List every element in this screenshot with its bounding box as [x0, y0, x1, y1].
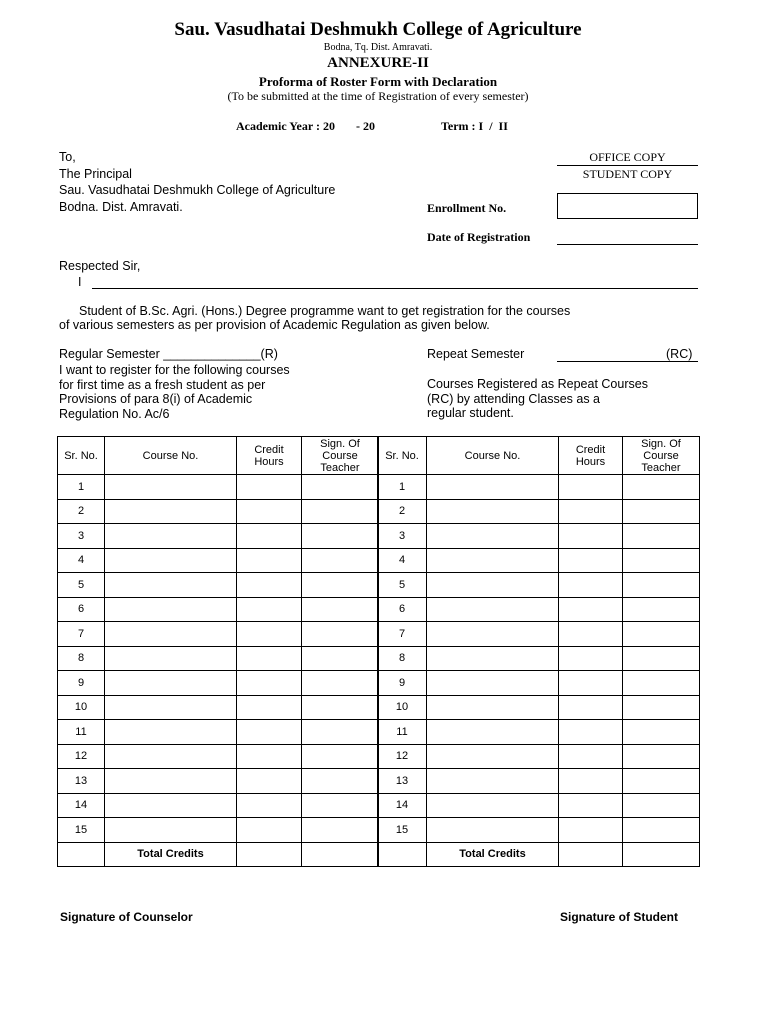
credit-header-line: Hours [254, 455, 284, 468]
total-sign-cell[interactable] [623, 842, 700, 867]
sign-teacher-cell[interactable] [302, 671, 379, 696]
sign-teacher-cell[interactable] [302, 597, 379, 622]
form-instruction: (To be submitted at the time of Registration of every semester) [227, 89, 529, 103]
course-no-cell[interactable] [427, 695, 559, 720]
repeat-description [427, 377, 648, 421]
credit-hours-cell[interactable] [237, 818, 302, 843]
repeat-courses-table [377, 436, 700, 867]
table-row [378, 695, 700, 720]
course-no-cell[interactable] [105, 818, 237, 843]
address-place: Bodna. Dist. Amravati. [59, 200, 183, 214]
form-title: Proforma of Roster Form with Declaration [258, 74, 498, 89]
repeat-desc-line: Courses Registered as Repeat Courses [427, 377, 648, 391]
table-row [58, 597, 379, 622]
sign-teacher-cell[interactable] [623, 646, 700, 671]
repeat-semester-suffix: (RC) [666, 347, 693, 361]
sign-teacher-cell[interactable] [302, 744, 379, 769]
credit-hours-cell[interactable] [559, 695, 623, 720]
sr-no-cell: 12 [378, 744, 427, 769]
counselor-signature-label: Signature of Counselor [60, 910, 193, 924]
pronoun-i: I [78, 275, 82, 289]
credit-hours-cell[interactable] [559, 744, 623, 769]
sr-no-cell: 15 [58, 818, 105, 843]
sign-header-line: Course [643, 449, 679, 462]
credit-hours-cell[interactable] [559, 769, 623, 794]
sr-no-cell: 11 [378, 720, 427, 745]
credit-hours-cell[interactable] [237, 769, 302, 794]
sr-no-cell: 14 [378, 793, 427, 818]
sr-no-cell: 9 [58, 671, 105, 696]
sr-no-cell: 7 [58, 622, 105, 647]
credit-hours-cell[interactable] [559, 622, 623, 647]
course-no-cell[interactable] [427, 744, 559, 769]
course-no-cell[interactable] [105, 548, 237, 573]
table-row [58, 475, 379, 500]
sr-no-cell: 5 [378, 573, 427, 598]
course-no-cell[interactable] [105, 597, 237, 622]
sign-teacher-header [302, 437, 379, 475]
sign-teacher-cell[interactable] [623, 818, 700, 843]
sr-no-header: Sr. No. [58, 437, 105, 475]
course-no-header: Course No. [427, 437, 559, 475]
sign-teacher-cell[interactable] [623, 597, 700, 622]
credit-hours-cell[interactable] [559, 524, 623, 549]
academic-year: Academic Year : 20 - 20 [236, 119, 375, 133]
table-row [58, 671, 379, 696]
sr-no-cell: 7 [378, 622, 427, 647]
credit-hours-header [559, 437, 623, 475]
credit-hours-cell[interactable] [559, 646, 623, 671]
sr-no-cell: 9 [378, 671, 427, 696]
college-address: Bodna, Tq. Dist. Amravati. [323, 42, 433, 53]
course-no-cell[interactable] [427, 671, 559, 696]
course-no-cell[interactable] [105, 622, 237, 647]
total-credits-value[interactable] [237, 842, 302, 867]
sign-teacher-header [623, 437, 700, 475]
credit-header-line: Credit [254, 443, 284, 456]
sign-teacher-cell[interactable] [302, 695, 379, 720]
table-row [378, 573, 700, 598]
course-no-cell[interactable] [427, 499, 559, 524]
total-blank-cell [58, 842, 105, 867]
table-row [378, 622, 700, 647]
credit-hours-cell[interactable] [559, 499, 623, 524]
sign-teacher-cell[interactable] [623, 573, 700, 598]
course-no-cell[interactable] [105, 573, 237, 598]
total-row [378, 842, 700, 867]
course-no-cell[interactable] [427, 548, 559, 573]
sign-teacher-cell[interactable] [623, 769, 700, 794]
course-no-cell[interactable] [105, 499, 237, 524]
table-row [378, 818, 700, 843]
sign-teacher-cell[interactable] [623, 720, 700, 745]
sign-teacher-cell[interactable] [623, 671, 700, 696]
total-blank-cell [378, 842, 427, 867]
college-title: Sau. Vasudhatai Deshmukh College of Agriculture [174, 19, 582, 40]
credit-hours-cell[interactable] [237, 597, 302, 622]
sr-no-cell: 15 [378, 818, 427, 843]
to-label: To, [59, 150, 76, 164]
sign-teacher-cell[interactable] [302, 499, 379, 524]
sign-teacher-cell[interactable] [623, 475, 700, 500]
sign-teacher-cell[interactable] [623, 793, 700, 818]
sr-no-cell: 3 [378, 524, 427, 549]
table-row [378, 744, 700, 769]
total-credits-label: Total Credits [427, 842, 559, 867]
regular-desc-line: I want to register for the following courses [59, 363, 290, 377]
table-row [378, 524, 700, 549]
credit-hours-cell[interactable] [237, 524, 302, 549]
sr-no-cell: 13 [58, 769, 105, 794]
sr-no-cell: 1 [378, 475, 427, 500]
sign-teacher-cell[interactable] [623, 695, 700, 720]
sr-no-cell: 6 [378, 597, 427, 622]
regular-desc-line: Regulation No. Ac/6 [59, 406, 170, 421]
registration-date-label: Date of Registration [427, 230, 531, 244]
table-row [58, 499, 379, 524]
sign-header-line: Sign. Of [320, 437, 360, 450]
sign-teacher-cell[interactable] [302, 720, 379, 745]
table-row [378, 499, 700, 524]
sign-teacher-cell[interactable] [302, 475, 379, 500]
registration-date-input[interactable] [557, 244, 698, 245]
table-row [58, 524, 379, 549]
sign-teacher-cell[interactable] [623, 744, 700, 769]
sr-no-cell: 1 [58, 475, 105, 500]
sign-teacher-cell[interactable] [302, 769, 379, 794]
sign-teacher-cell[interactable] [623, 548, 700, 573]
sign-teacher-cell[interactable] [302, 573, 379, 598]
course-no-cell[interactable] [427, 622, 559, 647]
table-row [58, 769, 379, 794]
sr-no-cell: 5 [58, 573, 105, 598]
regular-semester-label: Regular Semester ______________(R) [59, 347, 278, 361]
sign-header-line: Course [322, 449, 358, 462]
repeat-semester-label: Repeat Semester [427, 347, 525, 361]
repeat-semester-input[interactable] [557, 361, 698, 362]
course-no-cell[interactable] [105, 744, 237, 769]
sign-header-line: Teacher [320, 461, 360, 474]
sr-no-cell: 12 [58, 744, 105, 769]
table-header-row [58, 437, 379, 475]
sr-no-cell: 6 [58, 597, 105, 622]
course-no-cell[interactable] [427, 524, 559, 549]
credit-hours-cell[interactable] [559, 597, 623, 622]
sr-no-cell: 2 [378, 499, 427, 524]
course-no-cell[interactable] [427, 769, 559, 794]
sr-no-cell: 13 [378, 769, 427, 794]
credit-hours-cell[interactable] [237, 499, 302, 524]
credit-hours-cell[interactable] [237, 671, 302, 696]
table-row [378, 475, 700, 500]
sign-teacher-cell[interactable] [302, 818, 379, 843]
copy-divider [557, 165, 698, 166]
credit-hours-cell[interactable] [237, 695, 302, 720]
course-no-cell[interactable] [427, 793, 559, 818]
table-row [58, 622, 379, 647]
credit-hours-cell[interactable] [237, 475, 302, 500]
office-copy-label: OFFICE COPY [589, 150, 666, 164]
student-signature-label: Signature of Student [560, 910, 678, 924]
table-row [378, 793, 700, 818]
sr-no-cell: 3 [58, 524, 105, 549]
sign-teacher-cell[interactable] [302, 622, 379, 647]
table-row [58, 793, 379, 818]
sign-teacher-cell[interactable] [302, 524, 379, 549]
table-header-row [378, 437, 700, 475]
sign-teacher-cell[interactable] [302, 793, 379, 818]
table-row [58, 573, 379, 598]
sign-header-line: Sign. Of [641, 437, 681, 450]
course-no-cell[interactable] [427, 818, 559, 843]
course-no-cell[interactable] [105, 769, 237, 794]
credit-header-line: Credit [575, 443, 606, 456]
course-no-cell[interactable] [105, 671, 237, 696]
credit-hours-cell[interactable] [559, 548, 623, 573]
sign-teacher-cell[interactable] [623, 622, 700, 647]
course-no-cell[interactable] [105, 695, 237, 720]
course-no-cell[interactable] [105, 524, 237, 549]
sr-no-header: Sr. No. [378, 437, 427, 475]
sr-no-cell: 2 [58, 499, 105, 524]
sr-no-cell: 4 [58, 548, 105, 573]
total-credits-label: Total Credits [105, 842, 237, 867]
credit-hours-cell[interactable] [559, 793, 623, 818]
course-no-cell[interactable] [427, 720, 559, 745]
salutation: Respected Sir, [59, 259, 141, 273]
letter-body-line1: Student of B.Sc. Agri. (Hons.) Degree programme want to get registration for the courses [79, 304, 571, 318]
table-row [58, 646, 379, 671]
table-row [58, 548, 379, 573]
credit-hours-cell[interactable] [237, 744, 302, 769]
enrollment-input[interactable] [557, 193, 698, 219]
table-row [58, 744, 379, 769]
regular-description [59, 363, 290, 421]
credit-hours-cell[interactable] [237, 622, 302, 647]
course-no-cell[interactable] [105, 646, 237, 671]
credit-hours-cell[interactable] [559, 818, 623, 843]
credit-hours-cell[interactable] [559, 573, 623, 598]
credit-header-line: Hours [575, 455, 606, 468]
address-college: Sau. Vasudhatai Deshmukh College of Agriculture [59, 183, 336, 197]
sign-teacher-cell[interactable] [302, 646, 379, 671]
sr-no-cell: 8 [58, 646, 105, 671]
sign-teacher-cell[interactable] [302, 548, 379, 573]
credit-hours-header [237, 437, 302, 475]
credit-hours-cell[interactable] [237, 793, 302, 818]
sr-no-cell: 11 [58, 720, 105, 745]
table-row [58, 695, 379, 720]
student-copy-label: STUDENT COPY [582, 167, 673, 181]
regular-desc-line: for first time as a fresh student as per [59, 377, 266, 392]
enrollment-label: Enrollment No. [427, 201, 507, 215]
table-row [58, 720, 379, 745]
table-row [378, 720, 700, 745]
table-row [58, 818, 379, 843]
course-no-cell[interactable] [427, 475, 559, 500]
course-no-cell[interactable] [105, 793, 237, 818]
table-row [378, 646, 700, 671]
course-no-cell[interactable] [105, 720, 237, 745]
sr-no-cell: 4 [378, 548, 427, 573]
course-no-header: Course No. [105, 437, 237, 475]
regular-courses-table [57, 436, 379, 867]
table-row [378, 769, 700, 794]
sr-no-cell: 8 [378, 646, 427, 671]
term: Term : I / II [441, 119, 508, 133]
credit-hours-cell[interactable] [237, 646, 302, 671]
credit-hours-cell[interactable] [237, 720, 302, 745]
table-row [378, 671, 700, 696]
letter-body-line2: of various semesters as per provision of Academic Regulation as given below. [59, 318, 490, 332]
repeat-desc-line: (RC) by attending Classes as a [427, 391, 600, 406]
annexure-title: ANNEXURE-II [327, 55, 429, 71]
total-credits-value[interactable] [559, 842, 623, 867]
sr-no-cell: 10 [378, 695, 427, 720]
total-row [58, 842, 379, 867]
repeat-desc-line: regular student. [427, 406, 514, 420]
credit-hours-cell[interactable] [559, 720, 623, 745]
credit-hours-cell[interactable] [237, 573, 302, 598]
credit-hours-cell[interactable] [559, 475, 623, 500]
course-no-cell[interactable] [105, 475, 237, 500]
sign-teacher-cell[interactable] [623, 524, 700, 549]
sr-no-cell: 10 [58, 695, 105, 720]
sign-teacher-cell[interactable] [623, 499, 700, 524]
table-row [378, 548, 700, 573]
credit-hours-cell[interactable] [237, 548, 302, 573]
course-no-cell[interactable] [427, 597, 559, 622]
student-name-input[interactable] [92, 288, 698, 289]
table-row [378, 597, 700, 622]
sr-no-cell: 14 [58, 793, 105, 818]
principal-label: The Principal [59, 167, 132, 181]
regular-desc-line: Provisions of para 8(i) of Academic [59, 392, 253, 406]
course-no-cell[interactable] [427, 573, 559, 598]
total-sign-cell[interactable] [302, 842, 379, 867]
course-no-cell[interactable] [427, 646, 559, 671]
sign-header-line: Teacher [641, 461, 681, 474]
credit-hours-cell[interactable] [559, 671, 623, 696]
